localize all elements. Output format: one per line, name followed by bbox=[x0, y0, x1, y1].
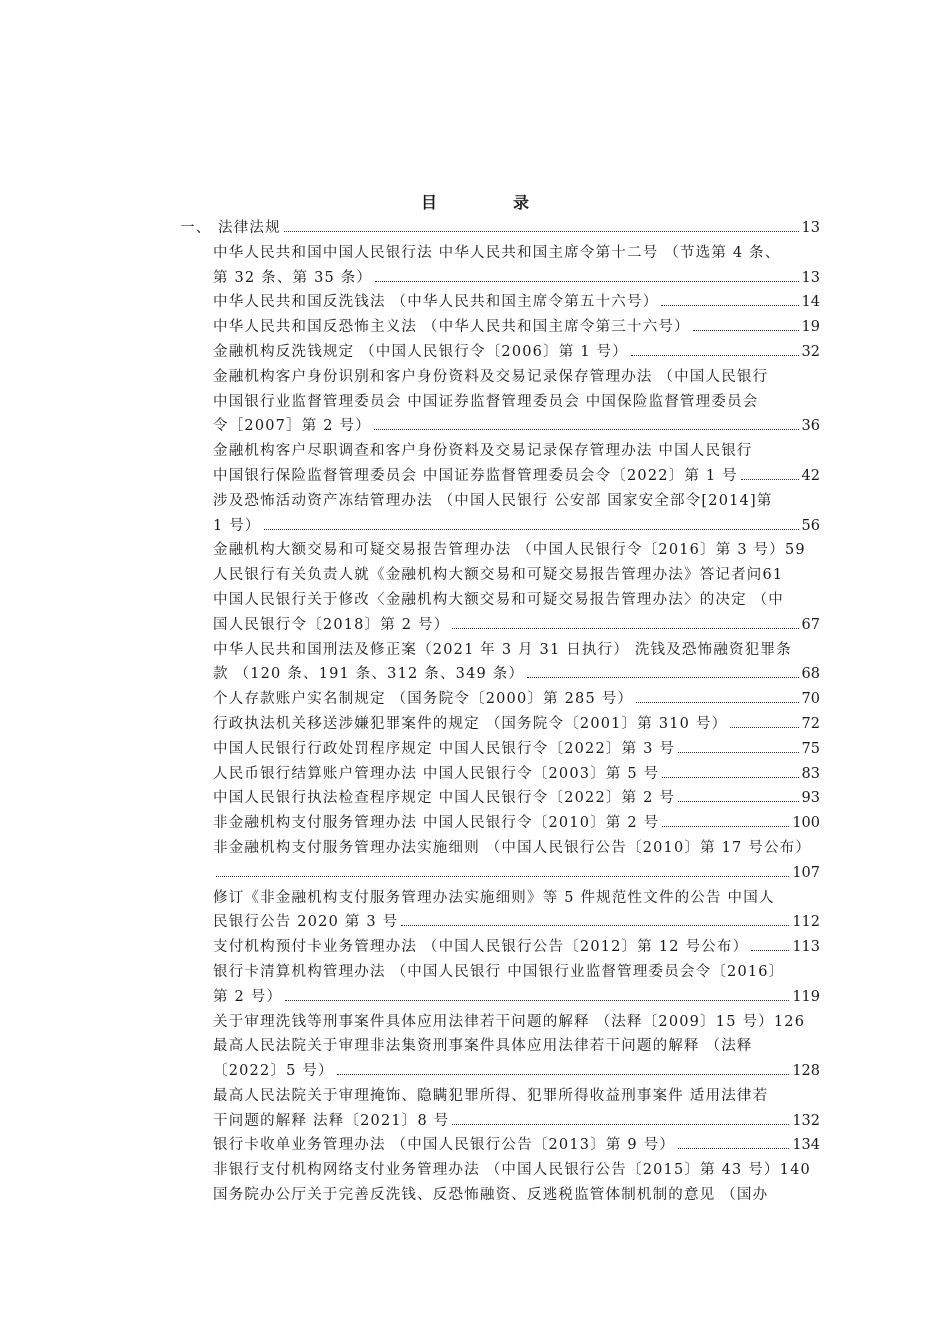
toc-entry-text: 中国人民银行行政处罚程序规定 中国人民银行令〔2022〕第 3 号 bbox=[213, 740, 676, 757]
page-number: 14 bbox=[801, 294, 820, 311]
toc-entry-line[interactable] bbox=[180, 737, 820, 762]
toc-entry-line[interactable] bbox=[180, 414, 820, 439]
toc-entry-text: 中国银行业监督管理委员会 中国证券监督管理委员会 中国保险监督管理委员会 bbox=[213, 393, 759, 410]
page-number: 19 bbox=[801, 319, 820, 336]
toc-entry-text: 金融机构大额交易和可疑交易报告管理办法 （中国人民银行令〔2016〕第 3 号）59 bbox=[213, 542, 806, 559]
dot-leader bbox=[636, 701, 798, 703]
toc-entry-line[interactable] bbox=[180, 241, 820, 266]
toc-entry-line[interactable] bbox=[180, 1084, 820, 1109]
dot-leader bbox=[678, 1147, 789, 1149]
page-number: 68 bbox=[801, 666, 820, 683]
toc-entry-text: 金融机构客户尽职调查和客户身份资料及交易记录保存管理办法 中国人民银行 bbox=[213, 443, 753, 460]
toc-entry-text: 关于审理洗钱等刑事案件具体应用法律若干问题的解释 （法释〔2009〕15 号）126 bbox=[213, 1013, 806, 1030]
dot-leader bbox=[662, 776, 798, 778]
toc-entry-text: 非金融机构支付服务管理办法 中国人民银行令〔2010〕第 2 号 bbox=[213, 815, 660, 832]
dot-leader bbox=[661, 304, 798, 306]
toc-entry-text: 银行卡收单业务管理办法 （中国人民银行公告〔2013〕第 9 号） bbox=[213, 1137, 676, 1154]
toc-entry-line[interactable] bbox=[180, 960, 820, 985]
dot-leader bbox=[401, 924, 789, 926]
toc-entry-line[interactable] bbox=[180, 1183, 820, 1208]
page-number: 132 bbox=[792, 1112, 820, 1129]
toc-entry-text: 金融机构反洗钱规定 （中国人民银行令〔2006〕第 1 号） bbox=[213, 343, 628, 360]
dot-leader bbox=[527, 676, 798, 678]
toc-entry-text: 干问题的解释 法释〔2021〕8 号 bbox=[213, 1112, 450, 1129]
page-number: 36 bbox=[801, 418, 820, 435]
page-number: 119 bbox=[792, 988, 820, 1005]
dot-leader bbox=[337, 1073, 790, 1075]
page-number: 113 bbox=[792, 939, 820, 956]
dot-leader bbox=[452, 627, 798, 629]
toc-entry-line[interactable] bbox=[180, 1133, 820, 1158]
dot-leader bbox=[678, 751, 798, 753]
toc-entry-line[interactable] bbox=[180, 613, 820, 638]
toc-entry-line[interactable] bbox=[180, 340, 820, 365]
toc-entry-text: 人民银行有关负责人就《金融机构大额交易和可疑交易报告管理办法》答记者问61 bbox=[213, 567, 784, 584]
toc-entry-line[interactable] bbox=[180, 538, 820, 563]
dot-leader bbox=[264, 528, 799, 530]
page-number: 134 bbox=[792, 1137, 820, 1154]
toc-entry-line[interactable] bbox=[180, 563, 820, 588]
toc-entry-text: 涉及恐怖活动资产冻结管理办法 （中国人民银行 公安部 国家安全部令[2014]第 bbox=[213, 492, 773, 509]
toc-entry-line[interactable] bbox=[180, 886, 820, 911]
toc-entry-line[interactable] bbox=[180, 489, 820, 514]
toc-entry-text: 最高人民法院关于审理非法集资刑事案件具体应用法律若干问题的解释 （法释 bbox=[213, 1038, 753, 1055]
toc-entry-line[interactable] bbox=[180, 588, 820, 613]
toc-entry-line[interactable] bbox=[180, 1158, 820, 1183]
toc-entry-line[interactable] bbox=[180, 935, 820, 960]
page-number: 100 bbox=[792, 815, 820, 832]
section-number: 一、 bbox=[180, 220, 212, 236]
page-number: 75 bbox=[801, 740, 820, 757]
toc-entry-text: 令［2007］第 2 号） bbox=[213, 418, 371, 435]
toc-entry-text: 行政执法机关移送涉嫌犯罪案件的规定 （国务院令〔2001〕第 310 号） bbox=[213, 715, 728, 732]
toc-entry-line[interactable] bbox=[180, 390, 820, 415]
toc-entry-text: 修订《非金融机构支付服务管理办法实施细则》等 5 件规范性文件的公告 中国人 bbox=[213, 889, 775, 906]
toc-entry-text: 支付机构预付卡业务管理办法 （中国人民银行公告〔2012〕第 12 号公布） bbox=[213, 939, 749, 956]
toc-entry-line[interactable] bbox=[180, 687, 820, 712]
toc-entry-line[interactable] bbox=[180, 514, 820, 539]
toc-entry-line[interactable] bbox=[180, 712, 820, 737]
toc-entry-line[interactable] bbox=[180, 266, 820, 291]
toc-entry-text: 非银行支付机构网络支付业务管理办法 （中国人民银行公告〔2015〕第 43 号）140 bbox=[213, 1162, 811, 1179]
toc-entry-text: 国务院办公厅关于完善反洗钱、反恐怖融资、反逃税监管体制机制的意见 （国办 bbox=[213, 1187, 769, 1204]
toc-entry-text: 中华人民共和国中国人民银行法 中华人民共和国主席令第十二号 （节选第 4 条、 bbox=[213, 244, 781, 261]
page-number: 42 bbox=[801, 467, 820, 484]
toc-title: 目 录 bbox=[420, 193, 559, 212]
page-number: 112 bbox=[792, 914, 820, 931]
toc-entry-line[interactable] bbox=[180, 1010, 820, 1035]
page-number: 67 bbox=[801, 616, 820, 633]
toc-entry-line[interactable] bbox=[180, 861, 820, 886]
toc-entry-text: 国人民银行令〔2018〕第 2 号） bbox=[213, 616, 450, 633]
page-number: 128 bbox=[792, 1063, 820, 1080]
toc-entry-text: 中华人民共和国反洗钱法 （中华人民共和国主席令第五十六号） bbox=[213, 294, 659, 311]
dot-leader bbox=[693, 329, 799, 331]
toc-entry-text: 1 号） bbox=[213, 517, 261, 534]
toc-entry-line[interactable] bbox=[180, 464, 820, 489]
page-number: 72 bbox=[801, 715, 820, 732]
toc-section-heading[interactable] bbox=[180, 216, 820, 241]
toc-entry-text: 中国银行保险监督管理委员会 中国证券监督管理委员会令〔2022〕第 1 号 bbox=[213, 467, 738, 484]
toc-entry-text: 中华人民共和国反恐怖主义法 （中华人民共和国主席令第三十六号） bbox=[213, 319, 690, 336]
table-of-contents bbox=[180, 216, 820, 1208]
toc-entry-line[interactable] bbox=[180, 290, 820, 315]
dot-leader bbox=[741, 478, 799, 480]
dot-leader bbox=[375, 280, 798, 282]
page-number: 83 bbox=[801, 765, 820, 782]
toc-entry-text: 最高人民法院关于审理掩饰、隐瞒犯罪所得、犯罪所得收益刑事案件 适用法律若 bbox=[213, 1087, 769, 1104]
toc-entry-text: 人民币银行结算账户管理办法 中国人民银行令〔2003〕第 5 号 bbox=[213, 765, 660, 782]
toc-entry-line[interactable] bbox=[180, 1034, 820, 1059]
toc-entry-line[interactable] bbox=[180, 439, 820, 464]
dot-leader bbox=[678, 800, 798, 802]
toc-entry-line[interactable] bbox=[180, 1109, 820, 1134]
dot-leader bbox=[730, 726, 798, 728]
page-number: 70 bbox=[801, 691, 820, 708]
toc-entry-line[interactable] bbox=[180, 811, 820, 836]
toc-entry-text: 中国人民银行关于修改〈金融机构大额交易和可疑交易报告管理办法〉的决定 （中 bbox=[213, 591, 785, 608]
toc-entry-line[interactable] bbox=[180, 985, 820, 1010]
toc-entry-line[interactable] bbox=[180, 910, 820, 935]
dot-leader bbox=[751, 949, 789, 951]
dot-leader bbox=[662, 825, 789, 827]
toc-entry-line[interactable] bbox=[180, 836, 820, 861]
toc-entry-text: 民银行公告 2020 第 3 号 bbox=[213, 914, 399, 931]
page-number: 13 bbox=[801, 269, 820, 286]
toc-entry-line[interactable] bbox=[180, 1059, 820, 1084]
toc-entry-text: 个人存款账户实名制规定 （国务院令〔2000〕第 285 号） bbox=[213, 691, 634, 708]
page-number: 107 bbox=[792, 864, 820, 881]
toc-entry-text: 金融机构客户身份识别和客户身份资料及交易记录保存管理办法 （中国人民银行 bbox=[213, 368, 769, 385]
dot-leader bbox=[452, 1123, 789, 1125]
toc-entry-text: 中国人民银行执法检查程序规定 中国人民银行令〔2022〕第 2 号 bbox=[213, 790, 676, 807]
toc-entry-line[interactable] bbox=[180, 786, 820, 811]
toc-entry-text: 非金融机构支付服务管理办法实施细则 （中国人民银行公告〔2010〕第 17 号公布） bbox=[213, 839, 812, 856]
section-label: 法律法规 bbox=[218, 220, 281, 236]
dot-leader bbox=[284, 230, 799, 232]
dot-leader bbox=[216, 875, 789, 877]
dot-leader bbox=[285, 999, 789, 1001]
page-number: 13 bbox=[801, 220, 820, 236]
page-number: 32 bbox=[801, 343, 820, 360]
toc-entry-line[interactable] bbox=[180, 638, 820, 663]
page-number: 93 bbox=[801, 790, 820, 807]
toc-entry-line[interactable] bbox=[180, 315, 820, 340]
toc-entry-text: 第 32 条、第 35 条） bbox=[213, 269, 373, 286]
toc-entry-text: 中华人民共和国刑法及修正案（2021 年 3 月 31 日执行） 洗钱及恐怖融资犯罪条 bbox=[213, 641, 792, 658]
toc-entry-text: 第 2 号） bbox=[213, 988, 283, 1005]
toc-entry-text: 银行卡清算机构管理办法 （中国人民银行 中国银行业监督管理委员会令〔2016〕 bbox=[213, 963, 785, 980]
toc-entry-line[interactable] bbox=[180, 762, 820, 787]
toc-entry-text: 款 （120 条、191 条、312 条、349 条） bbox=[213, 666, 525, 683]
toc-entry-line[interactable] bbox=[180, 662, 820, 687]
toc-entry-text: 〔2022〕5 号） bbox=[213, 1063, 334, 1080]
dot-leader bbox=[374, 428, 799, 430]
page-number: 56 bbox=[801, 517, 820, 534]
toc-entry-line[interactable] bbox=[180, 365, 820, 390]
dot-leader bbox=[631, 354, 799, 356]
